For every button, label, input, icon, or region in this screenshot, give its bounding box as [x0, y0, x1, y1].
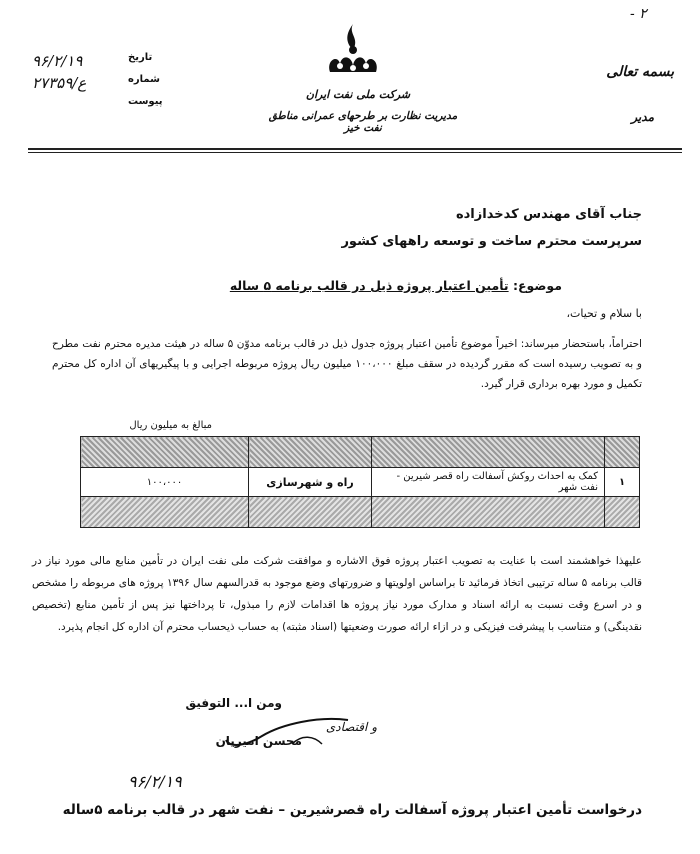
table-header-row: [81, 437, 640, 468]
org-department: مدیریت نظارت بر طرحهای عمرانی مناطق نفت خیز: [268, 110, 458, 134]
footer-title: درخواست تأمین اعتبار پروژه آسفالت راه قصرشیرین – نفت شهر در قالب برنامه ۵ساله: [62, 802, 642, 818]
subject-line: [230, 278, 562, 293]
row-description: کمک به احداث روکش آسفالت راه قصر شیرین - نفت شهر: [372, 468, 605, 497]
header-cell: [81, 437, 249, 468]
nioc-logo-icon: [318, 20, 388, 80]
table-unit-note: مبالغ به میلیون ریال: [129, 420, 212, 431]
corner-mark: - ۲: [630, 6, 647, 22]
manager-label: مدیر: [631, 110, 654, 124]
letter-page: [18, 6, 682, 824]
handwritten-note: و اقتصادی: [325, 720, 377, 734]
row-number: ۱: [605, 468, 640, 497]
org-name: شرکت ملی نفت ایران: [305, 88, 411, 101]
signer-name: محسن امیریان: [215, 734, 302, 748]
header-cell: [605, 437, 640, 468]
header-cell: [372, 437, 605, 468]
body-paragraph-1: احتراماً، باستحضار میرساند: اخیراً موضوع تأمین اعتبار پروژه جدول ذیل در قالب برنامه مدوّن ۵ ساله در هیئت مدیره محترم نفت مطرح و به تصویب رسیده است که مقرر گردیده در سقف مبلغ ۱۰۰،۰۰۰ میلیون ریال پروژه مربوطه اجرایی و با پیگیریهای آن اداره کل محترم تکمیل و مورد بهره برداری قرار گیرد.: [52, 338, 642, 390]
row-amount: ۱۰۰،۰۰۰: [81, 468, 249, 497]
handwritten-date: ۹۶/۲/۱۹: [128, 772, 182, 791]
subject-label: موضوع:: [512, 278, 562, 293]
total-cell: [605, 497, 640, 528]
subject-text: تأمین اعتبار پروژه ذیل در قالب برنامه ۵ ساله: [229, 278, 509, 293]
number-value: ع/۲۷۳۵۹: [32, 74, 87, 92]
number-label: شماره: [128, 74, 160, 85]
total-cell: [372, 497, 605, 528]
row-sector: راه و شهرسازی: [249, 468, 372, 497]
project-table: [80, 436, 640, 528]
header-rule: [28, 148, 682, 150]
header-cell: [249, 437, 372, 468]
attachment-label: پیوست: [128, 96, 163, 107]
total-cell: [249, 497, 372, 528]
date-label: تاریخ: [128, 52, 153, 63]
letter-meta: [18, 52, 188, 118]
table-total-row: [81, 497, 640, 528]
body-paragraph-2: علیهذا خواهشمند است با عنایت به تصویب اعتبار پروژه فوق الاشاره و موافقت شرکت ملی نفت ایران در تأمین منابع مالی مورد نیاز در قالب برنامه ۵ ساله ترتیبی اتخاذ فرمائید تا براساس اولویتها و ضرورتهای وضع موجود به قدرالسهم سال ۱۳۹۶ پروژه های مربوطه را مشخص و در اسرع وقت نسبت به ارائه اسناد و مدارک مورد نیاز پروژه ها اقدامات لازم را مبذول، تا پرداختها نیز پس از تأمین منابع (تخصیص نقدینگی) و متناسب با پیشرفت فیزیکی و در ازاء ارائه صورت وضعیتها (اسناد مثبته) به حساب ذیحساب محترم آن اداره کل انجام پذیرد.: [32, 555, 643, 633]
closing-phrase: ومن ا... التوفیق: [185, 696, 282, 710]
header-rule-thin: [28, 152, 682, 153]
addressee-title: سرپرست محترم ساخت و توسعه راههای کشور: [341, 234, 642, 249]
greeting: با سلام و تحیات،: [566, 307, 642, 320]
date-value: ۹۶/۲/۱۹: [32, 52, 83, 70]
total-cell: [81, 497, 249, 528]
addressee-name: جناب آقای مهندس کدخدازاده: [455, 207, 642, 222]
recipient-label: بسمه تعالی: [606, 64, 674, 80]
table-row: [81, 468, 640, 497]
